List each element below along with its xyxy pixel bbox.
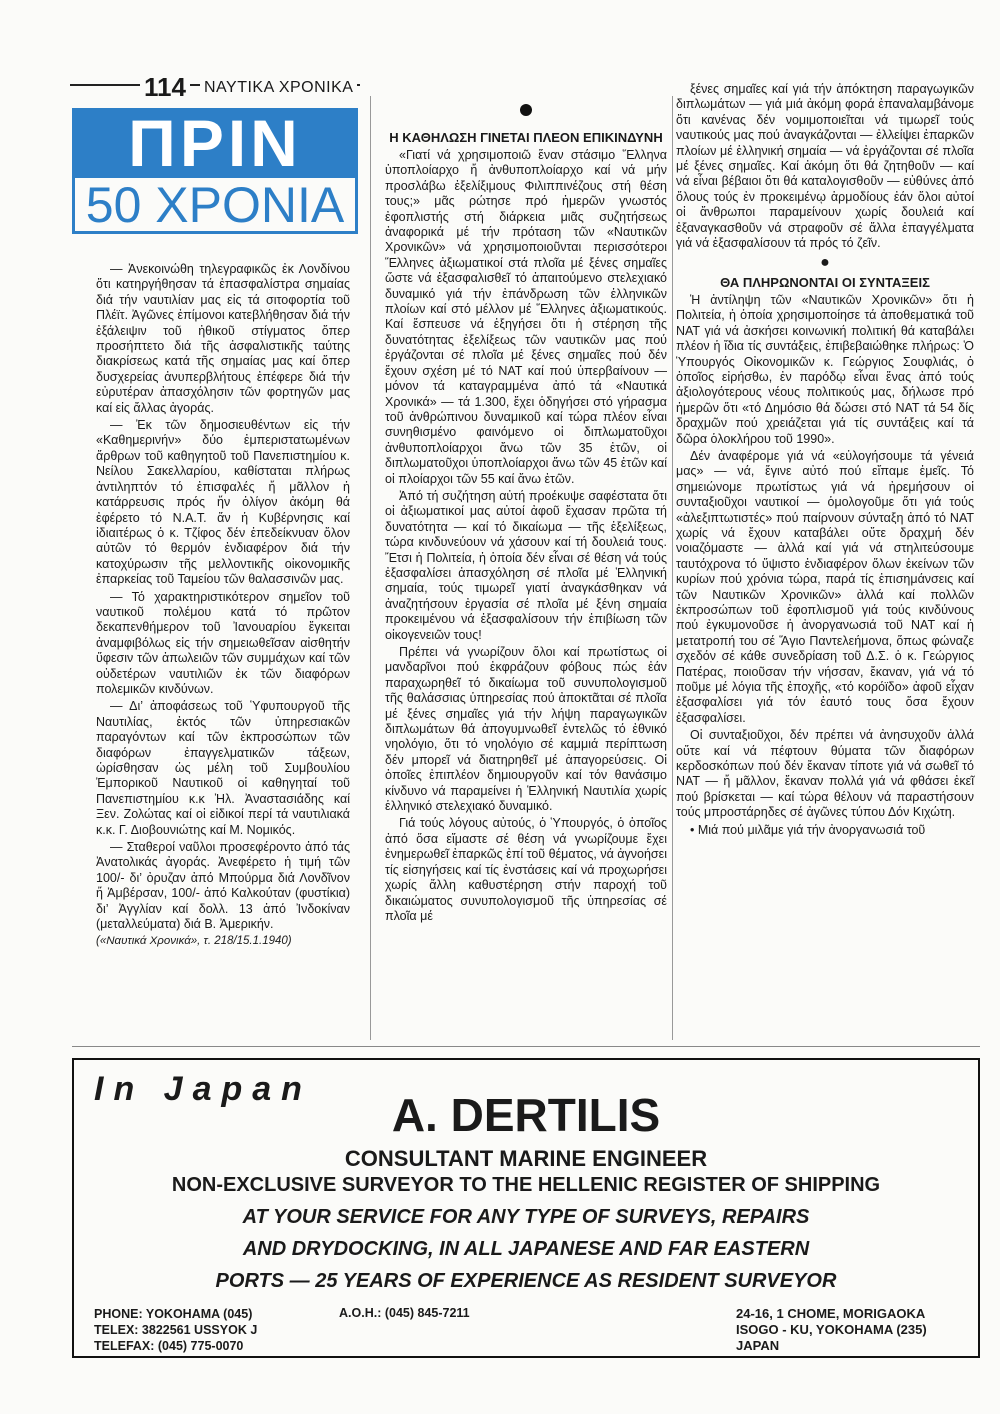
paragraph: — Ἐκ τῶν δημοσιευθέντων εἰς τήν «Καθημερινήν» δύο ἐμπεριστατωμένων ἄρθρων τοῦ καθηγητοῦ τοῦ Πανεπιστημίου κ. Νείλου Σακελλαρίου, καθίσταται πλήρως ἀντιληπτόν τό ἐπισφαλές ἤ μᾶλλον ἡ κατάρρευσις πρός ἥν ὀλίγον ἀκόμη θά ἐφέρετο τό Ν.Α.Τ. ἄν ἡ Κυβέρνησις καί ἰδιαιτέρως ὁ κ. Τζίφος δέν ἐπεδείκνυαν ὅλον αὐτῶν τό θερμόν ἐνδιαφέρον διά τήν κατοχύρωσιν τῆς μελλοντικῆς οἰκονομικῆς ἐπαρκείας τοῦ Ταμείου τῶν θαλασσινῶν μας. — [96, 418, 350, 587]
source-citation: («Ναυτικά Χρονικά», τ. 218/15.1.1940) — [96, 935, 292, 948]
magazine-name: ΝΑΥΤΙΚΑ ΧΡΟΝΙΚΑ — [200, 79, 357, 97]
paragraph: Πρέπει νά γνωρίζουν ὅλοι καί πρωτίστως οἱ μανδαρῖνοι πού ἐκφράζουν φόβους πώς ἐάν παραχωρηθεῖ τό δικαίωμα τοῦ συνυπολογισμοῦ τῆς θαλάσσιας ὑπηρεσίας πού ἀποκτᾶται σέ πλοῖα μέ ξένες σημαῖες γιά τήν λήψη παραγωγικῶν διπλωμάτων θά ἀπογυμνωθεῖ ἐντελῶς τό ἐθνικό νηολόγιο, ὅτι τό νηολόγιο σέ καμμιά περίπτωση δέν μπορεῖ νά διατηρηθεῖ μέ ἀπαγορεύσεις. Οἱ ὁποῖες ἐπιπλέον δημιουργοῦν καί τόν θανάσιμο κίνδυνο νά παραμείνει ἡ Ἑλληνική Ναυτιλία χωρίς ἑλληνικό στελεχιακό δυναμικό. — [385, 645, 667, 814]
ad-address-line: ISOGO - KU, YOKOHAMA (235) — [736, 1322, 927, 1337]
ad-telex: TELEX: 3822561 USSYOK J — [94, 1323, 258, 1337]
section-title-bottom: 50 ΧΡΟΝΙΑ — [72, 178, 358, 234]
section-divider — [72, 1046, 980, 1047]
column-right — [676, 82, 974, 840]
bullet-icon — [520, 104, 532, 116]
paragraph: — Δι’ ἀποφάσεως τοῦ Ὑφυπουργοῦ τῆς Ναυτιλίας, ἐκτός τῶν ὑπηρεσιακῶν παραγόντων καί τῶν ἐκπροσώπων τῶν διαφόρων ἐπαγγελματικῶν τάξεων, ὡρίσθησαν ὡς μέλη τοῦ Συμβουλίου Ἐμπορικοῦ Ναυτικοῦ οἱ καθηγηταί τοῦ Πανεπιστημίου κ.κ Ἠλ. Ἀναστασιάδης καί Ξεν. Ζολώτας καί οἱ εἰδικοί περί τά ναυτιλιακά κ.κ. Γ. Διοβουνιώτης καί Μ. Νομικός. — [96, 699, 350, 837]
ad-company-name: A. DERTILIS — [391, 1089, 661, 1141]
paragraph: • Μιά πού μιλᾶμε γιά τήν ἀνοργανωσιά τοῦ — [690, 822, 926, 837]
section-title-box — [72, 108, 358, 234]
advertisement — [72, 1058, 980, 1358]
article-heading: ΘΑ ΠΛΗΡΩΝΟΝΤΑΙ ΟΙ ΣΥΝΤΑΞΕΙΣ — [720, 274, 930, 290]
ad-surveyor: NON-EXCLUSIVE SURVEYOR TO THE HELLENIC REGISTER OF SHIPPING — [171, 1174, 881, 1196]
paragraph: — Τό χαρακτηριστικότερον σημεῖον τοῦ ναυτικοῦ πολέμου κατά τό πρῶτον δεκαπενθήμερον τοῦ Ἰανουαρίου ἔγκειται ἀναμφιβόλως εἰς τήν σημειωθεῖσαν αἰσθητήν ὕφεσιν τῶν ἀπωλειῶν τῶν συμμάχων καί τῶν οὐδετέρων ναυτιλιῶν ἐκ τῶν διαφόρων πολεμικῶν κινδύνων. — [96, 589, 350, 696]
ad-service-line: AND DRYDOCKING, IN ALL JAPANESE AND FAR EASTERN — [242, 1238, 810, 1260]
ad-title: CONSULTANT MARINE ENGINEER — [344, 1146, 708, 1171]
ad-address — [736, 1306, 927, 1354]
paragraph: Οἱ συνταξιοῦχοι, δέν πρέπει νά ἀνησυχοῦν ἀλλά οὔτε καί νά πέφτουν θύματα τῶν διαφόρων κερδοσκόπων πού δέν ἔκαναν τίποτε γιά νά σωθεῖ τό ΝΑΤ — ἤ μᾶλλον, ἔκαναν πολλά γιά νά φθάσει ἐκεῖ πού βρίσκεται — καί τώρα θέλουν νά παραστήσουν τούς μπροστάρηδες σέ ἀγῶνες τύπου Δόν Κιχώτη. — [676, 728, 974, 820]
paragraph: Δέν ἀναφέρομε γιά νά «εὐλογήσουμε τά γένειά μας» — νά, ἔγινε αὐτό πού εἴπαμε ἐμεῖς. Τό σημειώνομε πρωτίστως γιά νά ἠρεμήσουν οἱ συνταξιοῦχοι ναυτικοί — ὁμολογοῦμε ὅτι γιά τούς «ἀλεξιπτωτιστές» πού παίρνουν σύνταξη ἀπό τό ΝΑΤ χωρίς νά ἔχουν καταβάλει οὔτε δραχμή δέν νοιαζόμαστε — ἀλλά καί γιά νά στηλιτεύσουμε ταυτόχρονα τό ὕψιστο ἐνδιαφέρον ὅλων ἐκείνων τῶν κυρίων πού χρόνια τώρα, παρά τίς ἐπισημάνσεις καί τῶν Ναυτικῶν Χρονικῶν» ἀλλά καί πολλῶν ἐκπροσώπων τοῦ ἐφοπλισμοῦ γιά τούς κινδύνους πού ἐγκυμονοῦσε ἡ ἀνοργανωσιά τοῦ ΝΑΤ καί ἡ μετατροπή του σέ Ἅγιο Παντελεήμονα, ὅπως φώναζε σχεδόν σέ κάθε συνεδρίαση τοῦ Δ.Σ. ὁ κ. Γεώργιος Πατέρας, ποιοῦσαν τήν νήσσαν, ἔκαναν, γιά νά τό ποῦμε μέ λόγια τῆς ἐποχῆς, «τό κορόϊδο» ἀφοῦ εἶχαν ἐξασφαλίσει γιά τόν ἑαυτό τους ὅσα ἔχουν ἐξασφαλίσει. — [676, 448, 974, 725]
ad-telefax: TELEFAX: (045) 775-0070 — [94, 1339, 244, 1353]
bullet-icon: ● — [820, 254, 830, 272]
column-left — [96, 262, 350, 952]
paragraph: ξένες σημαῖες καί γιά τήν ἀπόκτηση παραγωγικῶν διπλωμάτων — γιά μιά ἀκόμη φορά ἐπαναλαμβάνομε ὅτι κανένας δέν νομιμοποιεῖται νά τιμωρεῖ τούς ναυτικούς μας πού ἀναγκάζονται — ἐλλείψει ἐπαρκῶν πλοίων μέ ἑλληνική σημαία — νά ἐργάζονται σέ πλοῖα μέ ξένες σημαῖες. Καί ἀκόμη ὅτι θά ζητηθοῦν — καί νά εἶναι βέβαιοι ὅτι θά καταλογισθοῦν — εὐθύνες ἀπό ὅλους τούς ἐν προκειμένῳ ἁρμοδίους ἐάν ὅλοι αὐτοί οἱ ἄνθρωποι παραμείνουν χωρίς δουλειά καί ἐξαναγκασθοῦν νά στραφοῦν σέ ἄλλα ἐπαγγέλματα γιά νά ἐξασφαλίσουν τά πρός τό ζεῖν. — [676, 82, 974, 251]
paragraph: «Γιατί νά χρησιμοποιῶ ἕναν στάσιμο Ἕλληνα ὑποπλοίαρχο ἤ ἀνθυποπλοίαρχο καί νά μήν προσλάβω ἐξελίξιμους Φιλιππινέζους στή θέση τους;» μᾶς ρώτησε πρό ἡμερῶν γνωστός ἐφοπλιστής στή διάρκεια μιᾶς συζητήσεως ἀναφορικά μέ τήν πρόταση τῶν «Ναυτικῶν Χρονικῶν» νά χρησιμοποιοῦνται περισσότεροι Ἕλληνες ἀξιωματικοί στά πλοῖα μέ ξένες σημαῖες ὥστε νά ἐξασφαλισθεῖ τό ἀπαιτούμενο στελεχιακό δυναμικό γιά τήν ἐπάνδρωση τῶν ἑλληνικῶν πλοίων καί στό μέλλον μέ Ἕλληνες ἀξιωματικούς. Καί ἔσπευσε νά ἐξηγήσει ὅτι ἡ στέρηση τῆς δυνατότητας ἐξελίξεως τῶν ναυτικῶν μας πού ἐργάζονται σέ πλοῖα μέ ξένες σημαῖες πού δέν ἔχουν σχέση μέ τό ΝΑΤ καί πού ὑπερβαίνουν — μόνον τά καταγραμμένα ἀπό τά «Ναυτικά Χρονικά» — τά 1.300, ἔχει ὁδηγήσει στό γήρασμα τοῦ ἀνθρώπινου δυναμικοῦ καί τώρα πλέον εἶναι συνηθισμένο φαινόμενο οἱ διπλωματοῦχοι ἀνθυποπλοίαρχοι ἄνω τῶν 35 ἐτῶν, οἱ διπλωματοῦχοι ὑποπλοίαρχοι ἄνω τῶν 45 ἐτῶν καί οἱ πλοίαρχοι τῶν 55 καί ἄνω ἐτῶν. — [385, 148, 667, 486]
ad-address-line: JAPAN — [736, 1338, 780, 1353]
ad-service-line: AT YOUR SERVICE FOR ANY TYPE OF SURVEYS, REPAIRS — [242, 1206, 810, 1228]
ad-in-japan: In Japan — [94, 1070, 312, 1108]
ad-service-line: PORTS — 25 YEARS OF EXPERIENCE AS RESIDENT SURVEYOR — [215, 1270, 837, 1292]
ad-phone: PHONE: YOKOHAMA (045) — [94, 1307, 253, 1321]
column-divider — [672, 96, 673, 1040]
paragraph: Γιά τούς λόγους αὐτούς, ὁ Ὑπουργός, ὁ ὁποῖος ἀπό ὅσα εἴμαστε σέ θέση νά γνωρίζουμε ἔχει ἐνημερωθεῖ ἐπαρκῶς ἐπί τοῦ θέματος, νά ἀγνοήσει τίς εἰσηγήσεις καί τίς ἐνστάσεις καί νά προχωρήσει χωρίς ἄλλη καθυστέρηση στήν παροχή τοῦ δικαιώματος συνυπολογισμοῦ τῆς ὑπηρεσίας σέ πλοῖα μέ — [385, 816, 667, 923]
ad-aoh: A.O.H.: (045) 845-7211 — [339, 1306, 470, 1320]
paragraph: — Σταθεροί ναῦλοι προσεφέροντο ἀπό τάς Ἀνατολικάς ἀγοράς. Ἀνεφέρετο ἡ τιμή τῶν 100/- δι’ ὀρυζαν ἀπό Μπούρμα διά Λονδῖνον ἤ Ἀμβέρσαν, 100/- ἀπό Καλκούταν (φυστίκια) δι’ Ἀγγλίαν καί δολλ. 13 ἀπό Ἰνδοκίναν (μεταλλεύματα) διά Β. Ἀμερικήν. — [96, 840, 350, 932]
paragraph: Ἡ ἀντίληψη τῶν «Ναυτικῶν Χρονικῶν» ὅτι ἡ Πολιτεία, ἡ ὁποία χρησιμοποίησε τά ἀποθεματικά τοῦ ΝΑΤ γιά νά ἀσκήσει κοινωνική πολιτική θά καταβάλει πλέον ἡ ἴδια τίς συντάξεις, ἐπιβεβαιώθηκε πλήρως: Ὁ Ὑπουργός Οἰκονομικῶν κ. Γεώργιος Σουφλιάς, ὁ ὁποῖος εἰρήσθω, ἐν παρόδῳ εἶναι ἕνας ἀπό τούς ἀξιολογότερους νέους πολιτικούς μας, δήλωσε πρό ἡμερῶν ὅτι «τό Δημόσιο θά δώσει στό ΝΑΤ τά 54 δίς δραχμῶν πού χρειάζεται γιά τίς συντάξεις καί τά δῶρα ὁλοκλήρου τοῦ 1990». — [676, 292, 974, 446]
page-number: 114 — [140, 72, 190, 103]
article-heading: Η ΚΑΘΗΛΩΣΗ ΓΙΝΕΤΑΙ ΠΛΕΟΝ ΕΠΙΚΙΝΔΥΝΗ — [389, 130, 663, 145]
column-divider — [370, 96, 371, 1040]
column-middle — [385, 130, 667, 926]
section-title-top: ΠΡΙΝ — [72, 108, 358, 178]
ad-contacts — [94, 1306, 257, 1354]
ad-address-line: 24-16, 1 CHOME, MORIGAOKA — [736, 1306, 926, 1321]
paragraph: — Ἀνεκοινώθη τηλεγραφικῶς ἐκ Λονδίνου ὅτι κατηργήθησαν τά ἐπασφαλίστρα σημαίας διά τήν ναυτιλίαν μας εἰς τά σιτοφορτία τοῦ Πλέϊτ. Ἀγῶνες ἐπίμονοι κατεβλήθησαν διά τήν ἐξάλειψιν τοῦ ἠθικοῦ στίγματος ὅπερ προσήπτετο διά τῆς ἀσφαλιστικῆς ταύτης διακρίσεως κατά τῆς σημαίας μας καί ὅπερ δυσχερείας ἀνυπερβλήτους ἐπέφερε διά τήν εὐρυτέραν ἀπασχόλησιν τῶν φορτηγῶν μας καί εἰς ἄλλας ἀγοράς. — [96, 262, 350, 415]
paragraph: Ἀπό τή συζήτηση αὐτή προέκυψε σαφέστατα ὅτι οἱ ἀξιωματικοί μας αὐτοί ἀφοῦ ἔχασαν πρῶτα τή δυνατότητα — καί τό δικαίωμα — τῆς ἐξελίξεως, τώρα κινδυνεύουν νά χάσουν καί τή δουλειά τους. Ἔτσι ἡ Πολιτεία, ἡ ὁποία δέν εἶναι σέ θέση νά τούς ἐξασφαλίσει ἀπασχόληση σέ πλοῖα μέ Ἑλληνική σημαία, τούς τιμωρεῖ γιατί ἀναγκάσθηκαν νά ἀναζητήσουν ἐργασία σέ πλοῖα μέ ξένη σημαία προκειμένου νά ἐξασφαλίσουν τήν ἐπιβίωση τῶν οἰκογενειῶν τους! — [385, 488, 667, 642]
